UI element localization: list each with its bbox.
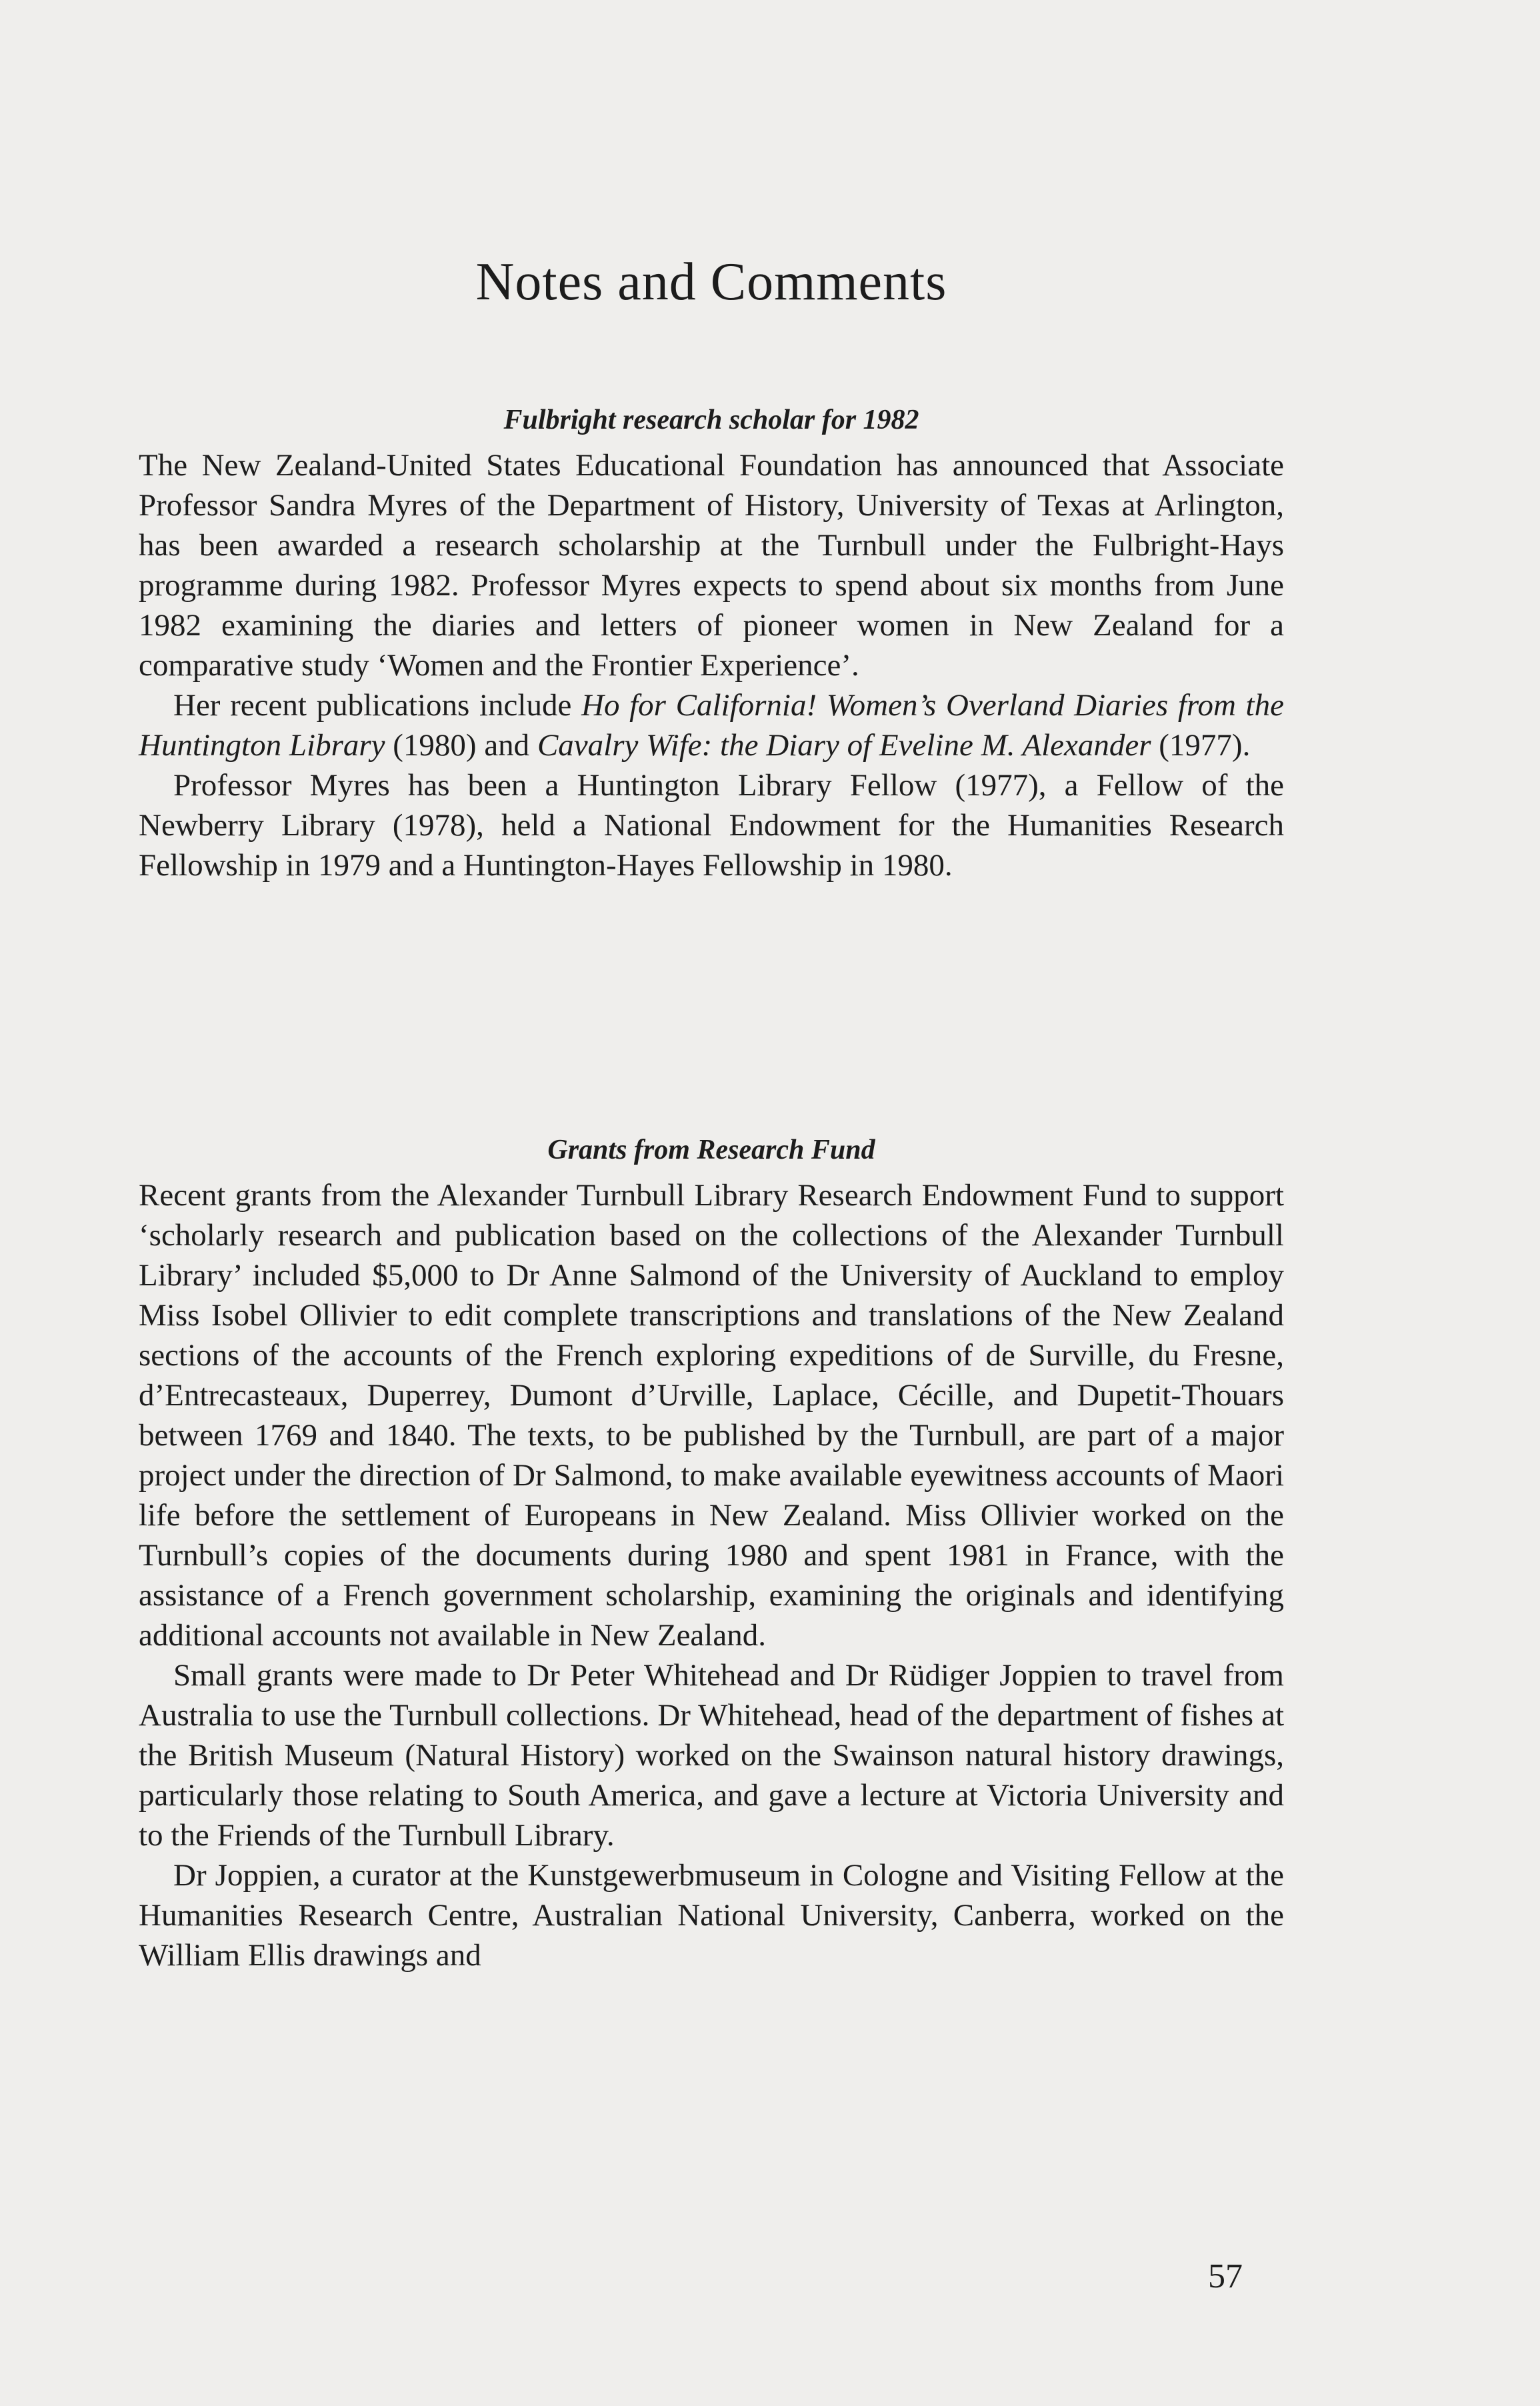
page-title: Notes and Comments (475, 253, 947, 311)
text-segment: The New Zealand-United States Educational Foundation has announced that Associate Professor Sandra Myres of the Department of History, University of Texas at Arlington, has been awarded a research scholarship at the Turnbull under the Fulbright-Hays programme during 1982. Professor Myres expects to spend about six months from June 1982 examining the diaries and letters of pioneer women in New Zealand for a comparative study ‘Women and the Frontier Experience’. (139, 448, 1284, 683)
paragraph (139, 765, 1284, 885)
text-segment: Recent grants from the Alexander Turnbull Library Research Endowment Fund to support ‘scholarly research and publication based on the collections of the Alexander Turnbull Library’ included $5,000 to Dr Anne Salmond of the University of Auckland to employ Miss Isobel Ollivier to edit complete transcriptions and translations of the New Zealand sections of the accounts of the French exploring expeditions of de Surville, du Fresne, d’Entrecasteaux, Duperrey, Dumont d’Urville, Laplace, Cécille, and Dupetit-Thouars between 1769 and 1840. The texts, to be published by the Turnbull, are part of a major project under the direction of Dr Salmond, to make available eyewitness accounts of Maori life before the settlement of Europeans in New Zealand. Miss Ollivier worked on the Turnbull’s copies of the documents during 1980 and spent 1981 in France, with the assistance of a French government scholarship, examining the originals and identifying additional accounts not available in New Zealand. (139, 1178, 1284, 1653)
text-segment: Professor Myres has been a Huntington Library Fellow (1977), a Fellow of the Newberry Library (1978), held a National Endowment for the Humanities Research Fellowship in 1979 and a Huntington-Hayes Fellowship in 1980. (139, 768, 1284, 883)
section-grants (139, 1130, 1284, 1975)
page-number: 57 (1208, 2257, 1243, 2295)
book-title: Cavalry Wife: the Diary of Eveline M. Alexander (537, 728, 1151, 763)
section-heading: Grants from Research Fund (547, 1135, 875, 1165)
book-title: Ho for California! Women’s Overland Diaries from the Huntington Library (139, 688, 1284, 763)
section-fulbright (139, 400, 1284, 885)
text-segment: (1977). (1151, 728, 1251, 763)
text-segment: (1980) and (385, 728, 537, 763)
paragraph (139, 1855, 1284, 1975)
paragraph (139, 685, 1284, 765)
paragraph (139, 445, 1284, 685)
paragraph (139, 1655, 1284, 1855)
text-segment: Small grants were made to Dr Peter Whitehead and Dr Rüdiger Joppien to travel from Australia to use the Turnbull collections. Dr Whitehead, head of the department of fishes at the British Museum (Natural History) worked on the Swainson natural history drawings, particularly those relating to South America, and gave a lecture at Victoria University and to the Friends of the Turnbull Library. (139, 1658, 1284, 1853)
document-page (139, 0, 1284, 2406)
text-segment: Dr Joppien, a curator at the Kunstgewerbmuseum in Cologne and Visiting Fellow at the Humanities Research Centre, Australian National University, Canberra, worked on the William Ellis drawings and (139, 1858, 1284, 1973)
text-segment: Her recent publications include (173, 688, 581, 723)
paragraph (139, 1175, 1284, 1655)
section-heading: Fulbright research scholar for 1982 (503, 405, 919, 435)
